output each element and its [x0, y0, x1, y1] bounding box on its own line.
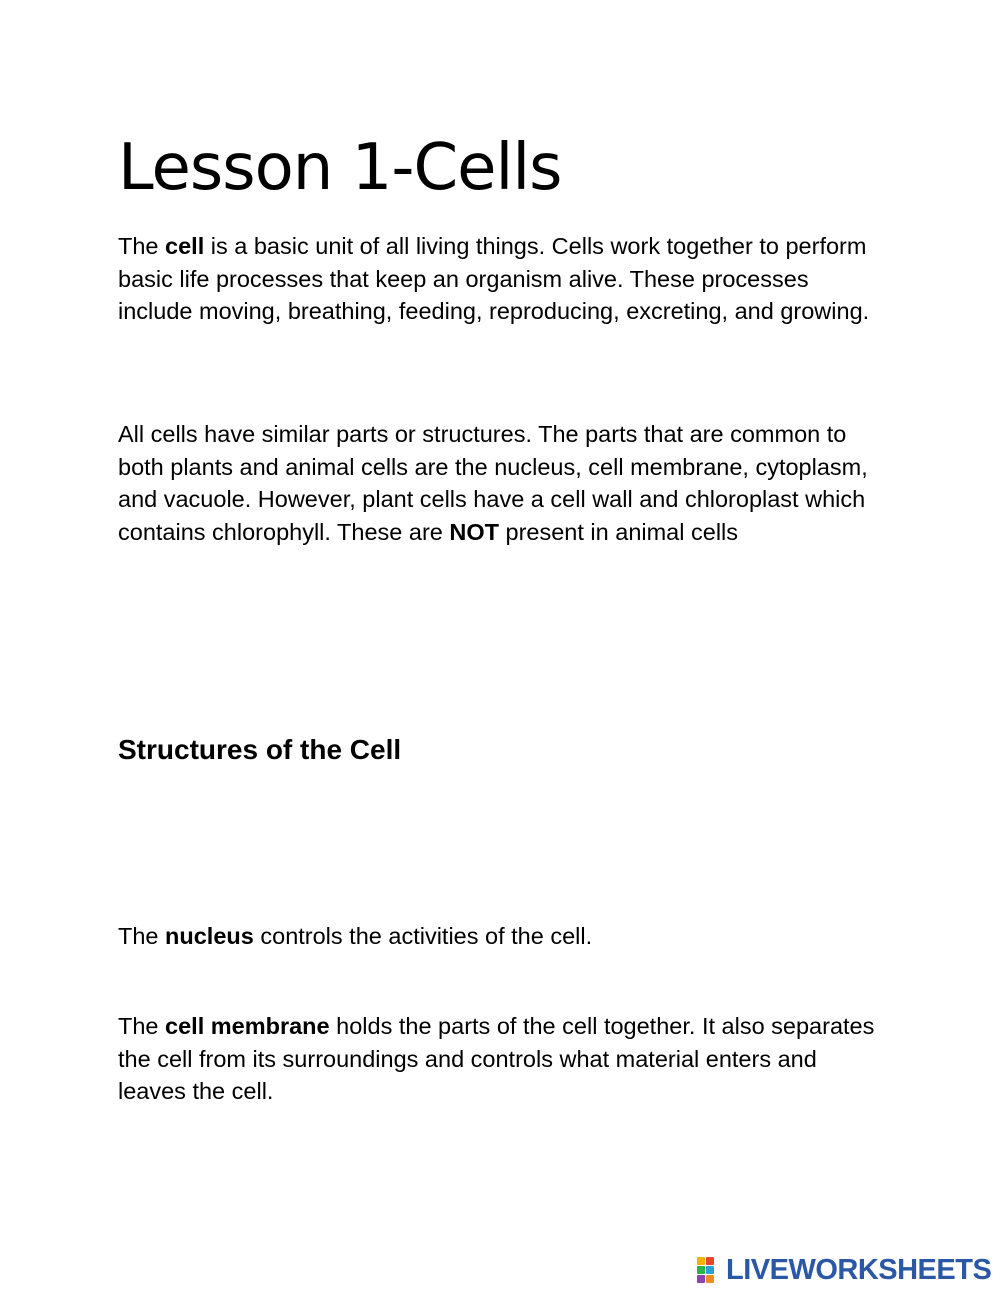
bold-term: NOT — [449, 518, 499, 545]
intro-paragraph — [118, 230, 878, 328]
section-heading: Structures of the Cell — [118, 734, 402, 765]
text-segment: present in animal cells — [498, 518, 739, 545]
logo-block — [706, 1266, 714, 1274]
parts-paragraph — [118, 418, 878, 548]
text-segment: holds the parts of the cell together. It also separates the cell from its surroundings and controls what material enters and leaves the cell. — [118, 1013, 875, 1104]
page-title: Lesson 1-Cells — [118, 131, 562, 205]
liveworksheets-logo-icon — [697, 1257, 723, 1283]
logo-block — [706, 1275, 714, 1283]
cell-membrane-paragraph — [118, 1010, 878, 1108]
bold-term: cell — [165, 233, 205, 259]
logo-block — [697, 1257, 705, 1265]
logo-block — [697, 1266, 705, 1274]
logo-block — [697, 1275, 705, 1283]
bold-term: cell membrane — [165, 1013, 330, 1039]
text-segment: The — [118, 923, 166, 949]
nucleus-paragraph — [118, 920, 878, 953]
text-segment: is a basic unit of all living things. Cells work together to perform basic life processes that keep an organism alive. These processes include moving, breathing, feeding, reproducing, excreting, and growing. — [118, 233, 870, 324]
bold-term: nucleus — [165, 923, 254, 949]
watermark-text: LIVEWORKSHEETS — [726, 1254, 992, 1286]
text-segment: The — [118, 233, 166, 259]
text-segment: The — [118, 1013, 166, 1039]
liveworksheets-watermark — [697, 1256, 991, 1284]
text-segment: All cells have similar parts or structures. The parts that are common to both plants and animal cells are the nucleus, cell membrane, cytoplasm, and vacuole. However, plant cells have a cell wall and chloroplast which contains chlorophyll. These are — [118, 421, 868, 545]
text-segment: controls the activities of the cell. — [253, 923, 593, 949]
logo-block — [706, 1257, 714, 1265]
